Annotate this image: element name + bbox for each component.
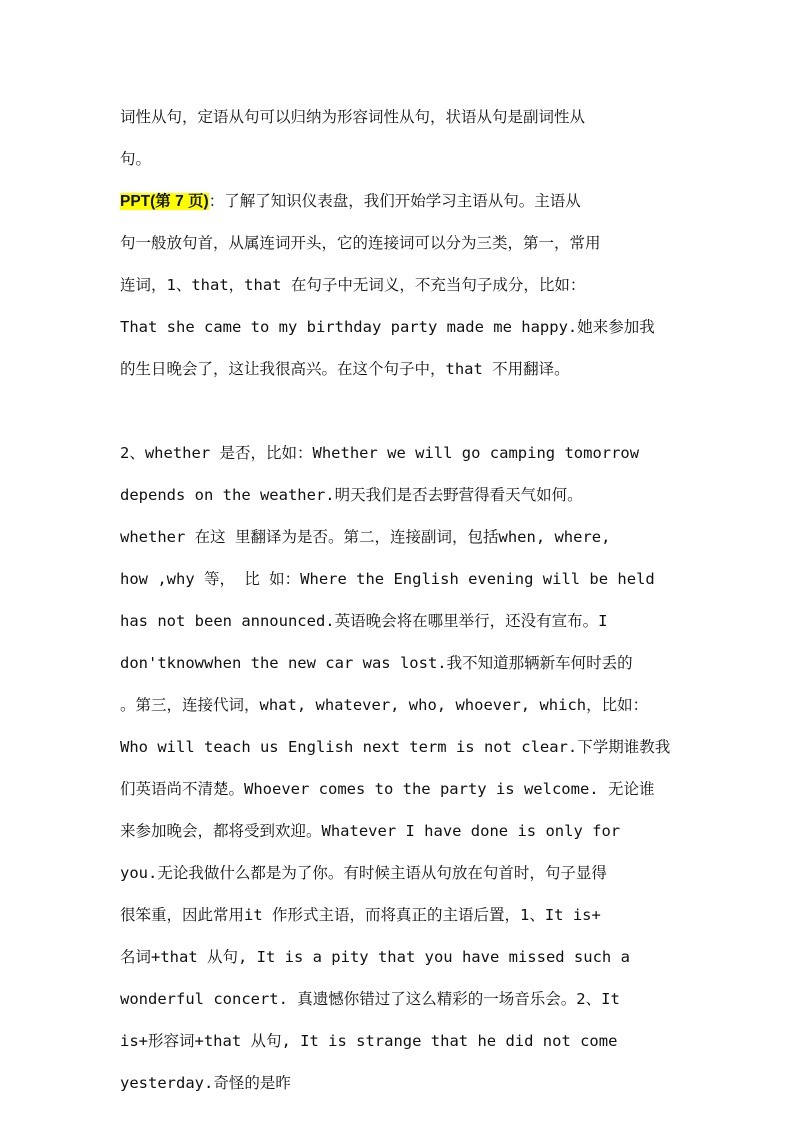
text-line-rest: ：了解了知识仪表盘，我们开始学习主语从句。主语从 [208,192,581,210]
text-line: 很笨重，因此常用it 作形式主语，而将真正的主语后置，1、It is+ [120,906,601,924]
text-line: whether 在这 里翻译为是否。第二，连接副词，包括when, where, [120,528,611,546]
text-line: wonderful concert. 真遗憾你错过了这么精彩的一场音乐会。2、It [120,990,620,1008]
text-line: 。第三，连接代词，what, whatever, who, whoever, which，比如： [120,696,649,714]
text-line: 名词+that 从句, It is a pity that you have missed such a [120,948,630,966]
text-line: 的生日晚会了，这让我很高兴。在这个句子中，that 不用翻译。 [120,360,570,378]
text-line: depends on the weather.明天我们是否去野营得看天气如何。 [120,486,583,504]
text-line: 词性从句，定语从句可以归纳为形容词性从句，状语从句是副词性从 [120,108,586,126]
text-line: 句一般放句首，从属连词开头，它的连接词可以分为三类，第一，常用 [120,234,601,252]
text-line: how ,why 等， 比 如：Where the English evening will be held [120,570,655,588]
text-line: you.无论我做什么都是为了你。有时候主语从句放在句首时，句子显得 [120,864,607,882]
ppt-page-label-highlight: PPT(第 7 页) [120,193,209,210]
text-line: 句。 [120,150,152,168]
text-line: yesterday.奇怪的是昨 [120,1074,291,1092]
text-line: has not been announced.英语晚会将在哪里举行，还没有宣布。I [120,612,608,630]
text-line: 来参加晚会，都将受到欢迎。Whatever I have done is only for [120,822,621,840]
text-line: 们英语尚不清楚。Whoever comes to the party is welcome. 无论谁 [120,780,655,798]
text-line: don'tknowwhen the new car was lost.我不知道那辆新车何时丢的 [120,654,633,672]
text-line: 2、whether 是否，比如：Whether we will go camping tomorrow [120,444,640,462]
text-line: Who will teach us English next term is not clear.下学期谁教我 [120,738,671,756]
text-line: is+形容词+that 从句, It is strange that he did not come [120,1032,618,1050]
text-line: 连词，1、that，that 在句子中无词义，不充当句子成分，比如： [120,276,586,294]
text-line-with-highlight [120,186,690,216]
text-line: That she came to my birthday party made me happy.她来参加我 [120,318,655,336]
